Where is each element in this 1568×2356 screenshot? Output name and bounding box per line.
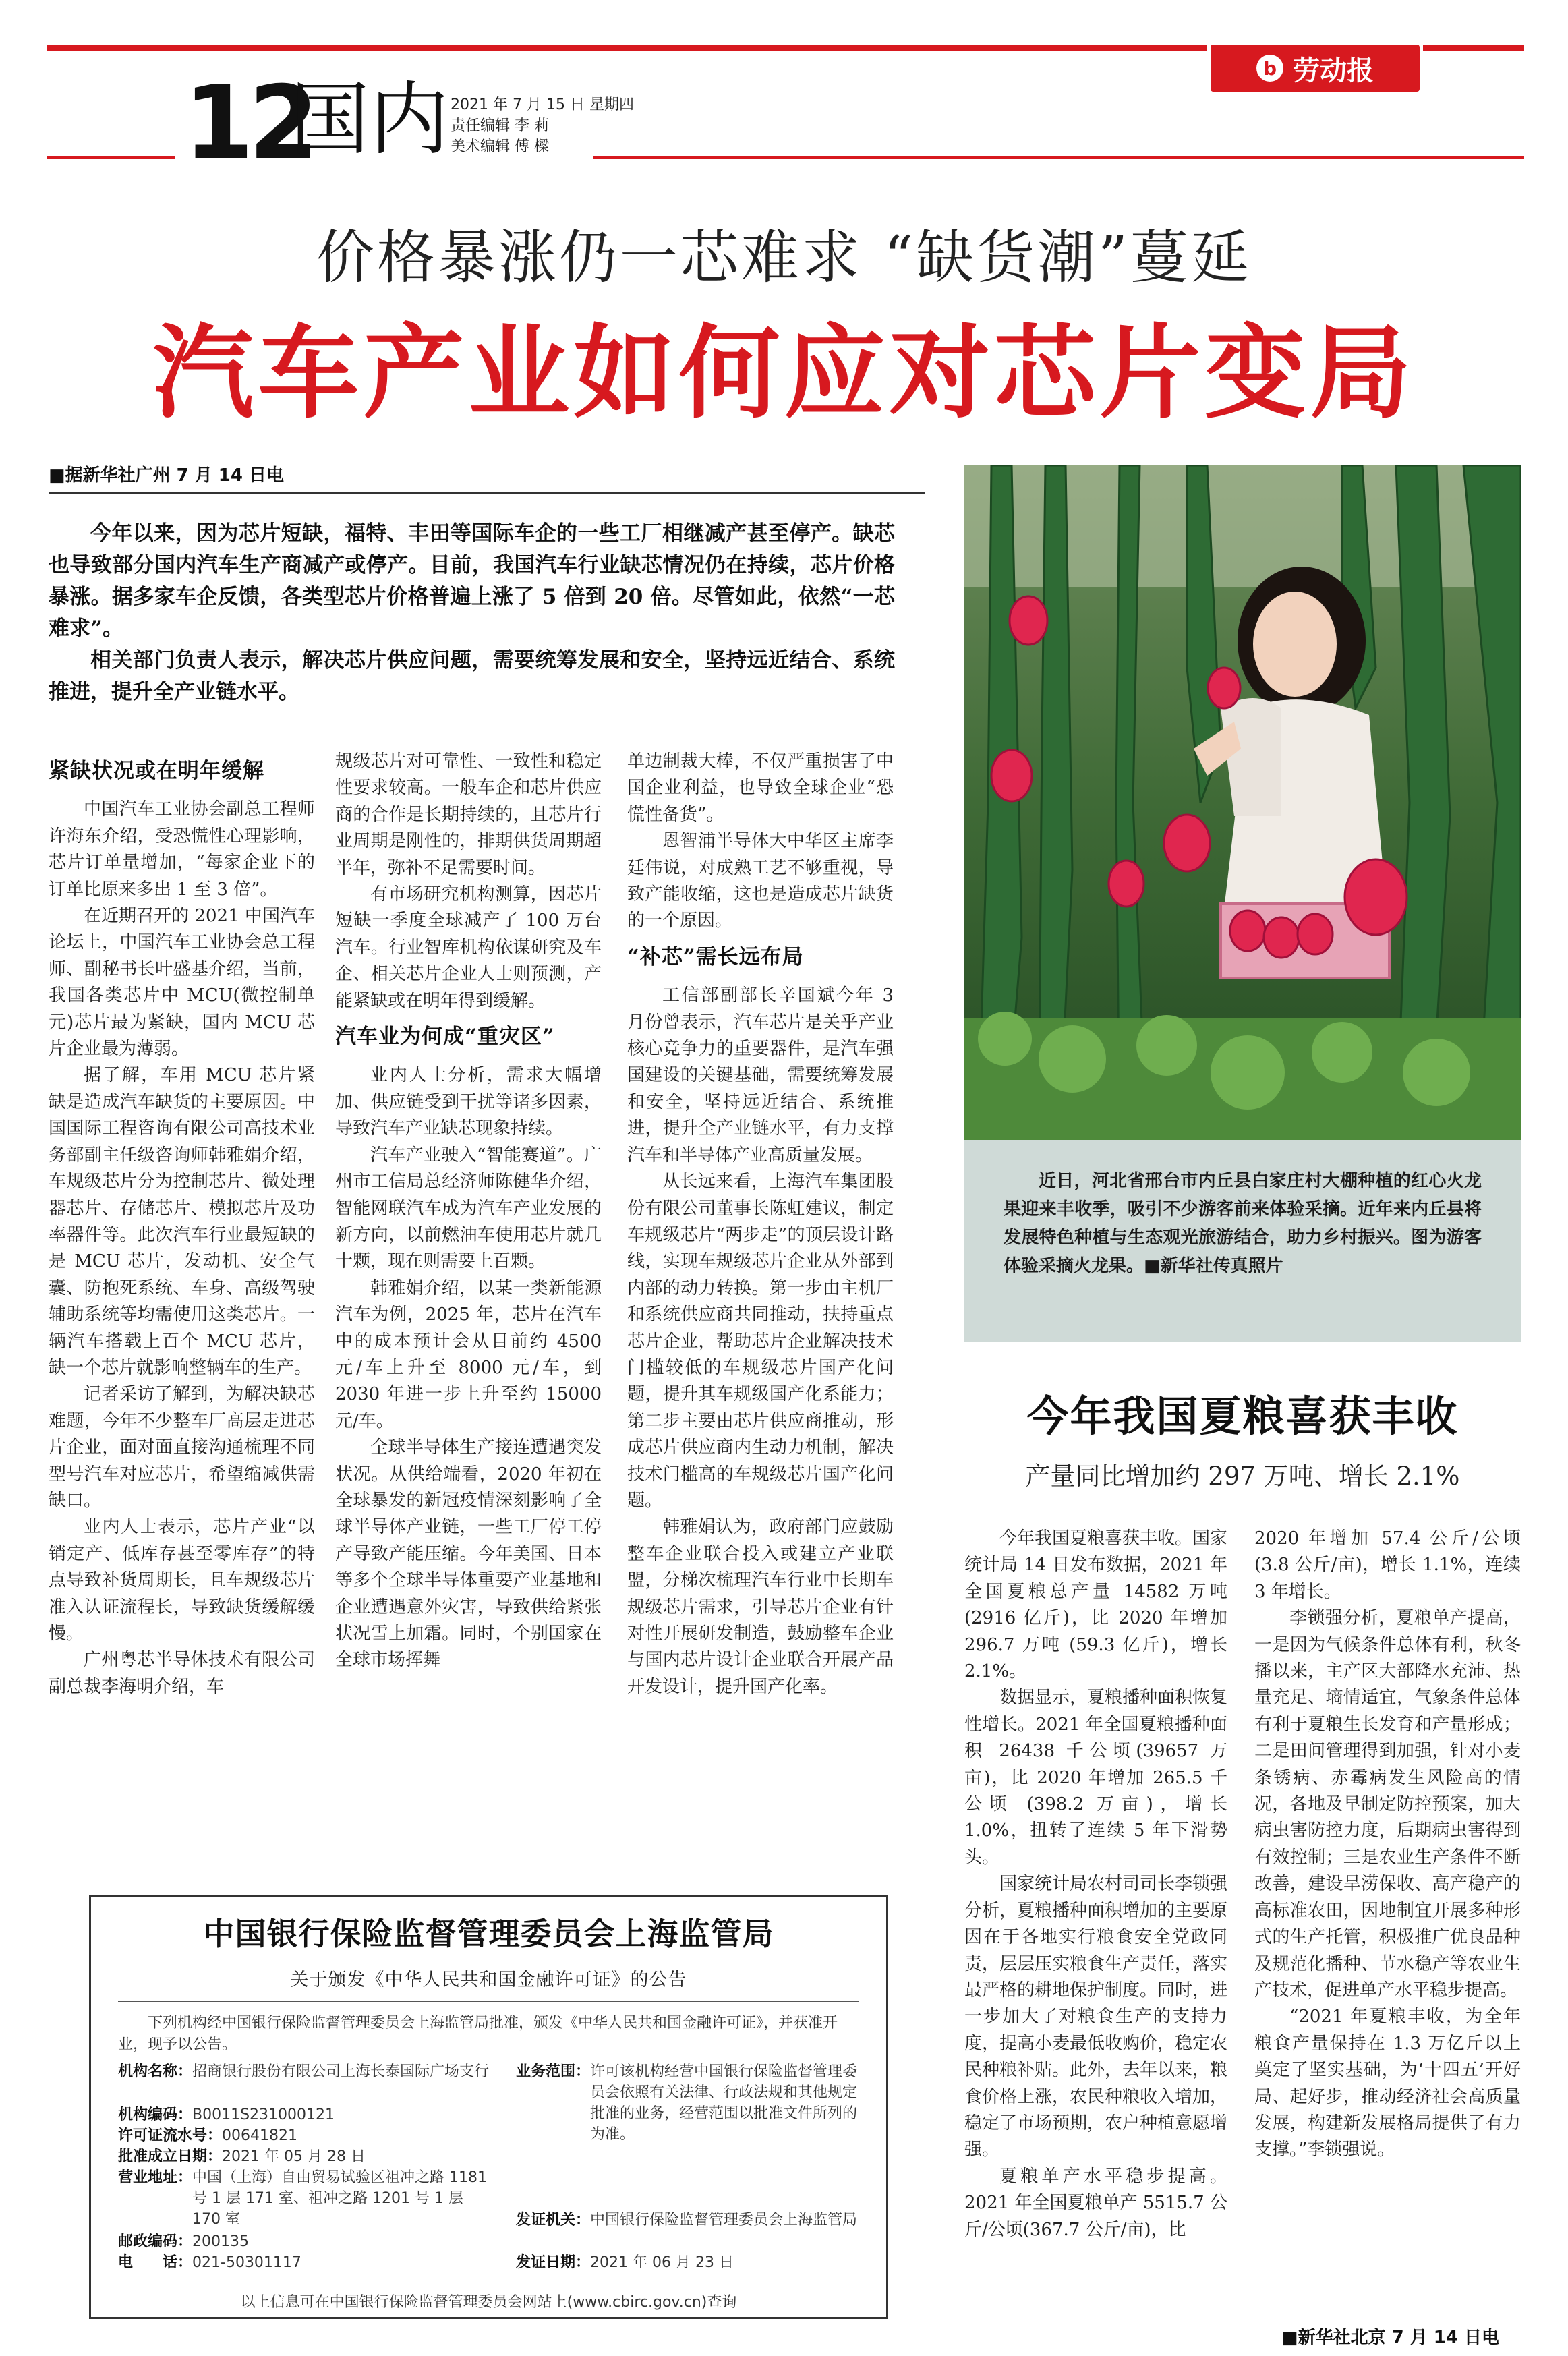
paragraph: 韩雅娟认为，政府部门应鼓励整车企业联合投入或建立产业联盟，分梯次梳理汽车行业中长期车规级芯片需求，引导芯片企业有针对性开展研发制造，鼓励整车企业与国内芯片设计企业联合开展产品开发设计，提升国产化率。	[627, 1517, 894, 1697]
header-rule-left	[47, 156, 175, 159]
editor-credit: 责任编辑 李 莉	[451, 117, 549, 134]
issue-date-row: 发证日期： 2021 年 06 月 23 日	[516, 2254, 734, 2271]
paragraph: 中国汽车工业协会副总工程师许海东介绍，受恐慌性心理影响，芯片订单量增加，“每家企业下的订单比原来多出 1 至 3 倍”。	[49, 799, 315, 900]
paragraph: 广州粤芯半导体技术有限公司副总裁李海明介绍，车	[49, 1650, 315, 1697]
paragraph: 数据显示，夏粮播种面积恢复性增长。2021 年全国夏粮播种面积 26438 千公顷(39657 万亩)，比 2020 年增加 265.5 千公顷 (398.2 万亩)，增长 1.0%，扭转了连续 5 年下滑势头。	[964, 1688, 1228, 1868]
page-number: 12	[183, 65, 314, 182]
paragraph: 据了解，车用 MCU 芯片紧缺是造成汽车缺货的主要原因。中国国际工程咨询有限公司高技术业务部副主任级咨询师韩雅娟介绍，车规级芯片分为控制芯片、微处理器芯片、存储芯片、模拟芯片及功率器件等。此次汽车行业最短缺的是 MCU 芯片，发动机、安全气囊、防抱死系统、车身、高级驾驶辅助系统等均需使用这类芯片。一辆汽车搭载上百个 MCU 芯片，缺一个芯片就影响整辆车的生产。	[49, 1065, 315, 1378]
scope-row: 业务范围： 许可该机构经营中国银行保险监督管理委员会依照有关法律、行政法规和其他规定批准的业务，经营范围以批准文件所列的为准。	[516, 2063, 858, 2143]
notice-title: 中国银行保险监督管理委员会上海监管局	[203, 1916, 774, 1952]
paragraph: “2021 年夏粮丰收，为全年粮食产量保持在 1.3 万亿斤以上奠定了坚实基础，为‘十四五’开好局、起好步，推动经济社会高质量发展，构建新发展格局提供了有力支撑。”李锁强说。	[1254, 2007, 1521, 2160]
story-headline: 汽车产业如何应对芯片变局	[152, 314, 1416, 432]
newspaper-logo	[1211, 45, 1420, 92]
harvest-column-2	[1254, 1526, 1521, 2164]
approve-date-row: 批准成立日期： 2021 年 05 月 28 日	[118, 2148, 366, 2165]
harvest-column-1	[964, 1526, 1227, 2243]
regulatory-notice	[89, 1895, 888, 2319]
address-row: 营业地址： 中国（上海）自由贸易试验区祖冲之路 1181 号 1 层 171 室、祖冲之路 1201 号 1 层 170 室	[118, 2169, 487, 2228]
paragraph: 夏粮单产水平稳步提高。2021 年全国夏粮单产 5515.7 公斤/公顷(367.7 公斤/亩)，比	[964, 2166, 1227, 2240]
notice-fields	[118, 2061, 859, 2304]
notice-intro: 下列机构经中国银行保险监督管理委员会上海监管局批准，颁发《中华人民共和国金融许可证》，并获准开业，现予以公告。	[118, 2015, 838, 2053]
story-kicker: 价格暴涨仍一芯难求 “缺货潮”蔓延	[316, 224, 1252, 291]
paragraph: 从长远来看，上海汽车集团股份有限公司董事长陈虹建议，制定车规级芯片“两步走”的顶层设计路线，实现车规级芯片企业从外部到内部的动力转换。第一步由主机厂和系统供应商共同推动，扶持重点芯片企业，帮助芯片企业解决技术门槛较低的车规级芯片国产化问题，提升其车规级国产化系能力；第二步主要由芯片供应商推动，形成芯片供应商内生动力机制，解决技术门槛高的车规级芯片国产化问题。	[627, 1172, 894, 1511]
paragraph: 汽车产业驶入“智能赛道”。广州市工信局总经济师陈健华介绍，智能网联汽车成为汽车产业发展的新方向，以前燃油车使用芯片就几十颗，现在则需要上百颗。	[335, 1145, 602, 1272]
story-dateline: ■据新华社广州 7 月 14 日电	[49, 465, 285, 486]
paragraph: 全球半导体生产接连遭遇突发状况。从供给端看，2020 年初在全球暴发的新冠疫情深刻影响了全球半导体产业链，一些工厂停工停产导致产能压缩。今年美国、日本等多个全球半导体重要产业基地和企业遭遇意外灾害，导致供给紧张状况雪上加霜。同时，个别国家在全球市场挥舞	[335, 1437, 602, 1671]
article-column-2	[335, 749, 602, 1674]
notice-subtitle: 关于颁发《中华人民共和国金融许可证》的公告	[118, 1965, 859, 2002]
paragraph: 记者采访了解到，为解决缺芯难题，今年不少整车厂高层走进芯片企业，面对面直接沟通梳理不同型号汽车对应芯片，希望缩减供需缺口。	[49, 1384, 315, 1511]
harvest-subhead: 产量同比增加约 297 万吨、增长 2.1%	[1025, 1462, 1460, 1491]
top-rule-right	[1423, 45, 1524, 51]
paragraph: 规级芯片对可靠性、一致性和稳定性要求较高。一般车企和芯片供应商的合作是长期持续的，且芯片行业周期是刚性的，排期供货周期超半年，弥补不足需要时间。	[335, 751, 602, 878]
section-title: 国内	[290, 73, 450, 166]
org-name-row: 机构名称： 招商银行股份有限公司上海长泰国际广场支行	[118, 2063, 490, 2080]
paragraph: 今年我国夏粮喜获丰收。国家统计局 14 日发布数据，2021 年全国夏粮总产量 14582 万吨(2916 亿斤)，比 2020 年增加 296.7 万吨 (59.3 亿斤)，增长 2.1%。	[964, 1528, 1228, 1682]
photo-caption	[964, 1140, 1521, 1342]
paragraph: 李锁强分析，夏粮单产提高，一是因为气候条件总体有利，秋冬播以来，主产区大部降水充沛、热量充足、墒情适宜，气象条件总体有利于夏粮生长发育和产量形成；二是田间管理得到加强，针对小麦条锈病、赤霉病发生风险高的情况，各地及早制定防控预案，加大病虫害防控力度，后期病虫害得到有效控制；三是农业生产条件不断改善，建设旱涝保收、高产稳产的高标准农田，因地制宜开展多种形式的生产托管，积极推广优良品种及规范化播种、节水稳产等农业生产技术，促进单产水平稳步提高。	[1254, 1608, 1521, 2001]
paragraph: 有市场研究机构测算，因芯片短缺一季度全球减产了 100 万台汽车。行业智库机构依谋研究及车企、相关芯片企业人士则预测，产能紧缺或在明年得到缓解。	[335, 884, 602, 1011]
harvest-dateline: ■新华社北京 7 月 14 日电	[1281, 2328, 1500, 2348]
story-lead	[49, 518, 895, 708]
article-column-1	[49, 749, 315, 1700]
article-column-3	[627, 749, 894, 1700]
phone-row: 电 话： 021-50301117	[118, 2254, 301, 2271]
art-editor-credit: 美术编辑 傅 樑	[451, 138, 549, 155]
issuer-row: 发证机关： 中国银行保险监督管理委员会上海监管局	[516, 2212, 858, 2229]
dragon-fruit-photo-illustration	[964, 465, 1521, 1140]
issue-date: 2021 年 7 月 15 日 星期四	[451, 96, 634, 113]
notice-footer: 以上信息可在中国银行保险监督管理委员会网站上(www.cbirc.gov.cn)查询	[240, 2294, 737, 2311]
paragraph: 业内人士分析，需求大幅增加、供应链受到干扰等诸多因素，导致汽车产业缺芯现象持续。	[335, 1065, 602, 1139]
header-rule-right	[593, 156, 1524, 159]
caption-text: 近日，河北省邢台市内丘县白家庄村大棚种植的红心火龙果迎来丰收季，吸引不少游客前来体验采摘。近年来内丘县将发展特色种植与生态观光旅游结合，助力乡村振兴。图为游客体验采摘火龙果。■新华社传真照片	[1004, 1171, 1482, 1276]
paragraph: 在近期召开的 2021 中国汽车论坛上，中国汽车工业协会总工程师、副秘书长叶盛基介绍，当前，我国各类芯片中 MCU(微控制单元)芯片最为紧缺，国内 MCU 芯片企业最为薄弱。	[49, 906, 315, 1060]
subheading: 紧缺状况或在明年缓解	[49, 759, 264, 783]
paragraph: 工信部副部长辛国斌今年 3 月份曾表示，汽车芯片是关乎产业核心竞争力的重要器件，是汽车强国建设的关键基础，需要统筹发展和安全，坚持远近结合、系统推进，提升全产业链水平，有力支撑汽车和半导体产业高质量发展。	[627, 985, 894, 1166]
lead-paragraph: 相关部门负责人表示，解决芯片供应问题，需要统筹发展和安全，坚持远近结合、系统推进，提升全产业链水平。	[49, 648, 895, 704]
paragraph: 2020 年增加 57.4 公斤/公顷 (3.8 公斤/亩)，增长 1.1%，连续 3 年增长。	[1254, 1528, 1521, 1602]
brand-name: 劳动报	[1293, 55, 1374, 86]
paragraph: 业内人士表示，芯片产业“以销定产、低库存甚至零库存”的特点导致补货周期长，且车规级芯片准入认证流程长，导致缺货缓解缓慢。	[49, 1517, 315, 1644]
paragraph: 韩雅娟介绍，以某一类新能源汽车为例，2025 年，芯片在汽车中的成本预计会从目前约 4500 元/车上升至 8000 元/车，到 2030 年进一步上升至约 15000 元/车。	[335, 1277, 602, 1431]
logo-mark-icon: b	[1256, 55, 1283, 82]
top-rule	[47, 45, 1207, 51]
news-photo	[964, 465, 1521, 1140]
postcode-row: 邮政编码： 200135	[118, 2233, 249, 2250]
lead-paragraph: 今年以来，因为芯片短缺，福特、丰田等国际车企的一些工厂相继减产甚至停产。缺芯也导致部分国内汽车生产商减产或停产。目前，我国汽车行业缺芯情况仍在持续，芯片价格暴涨。据多家车企反馈，各类型芯片价格普遍上涨了 5 倍到 20 倍。尽管如此，依然“一芯难求”。	[49, 521, 895, 641]
paragraph: 国家统计局农村司司长李锁强分析，夏粮播种面积增加的主要原因在于各地实行粮食安全党政同责，层层压实粮食生产责任，落实最严格的耕地保护制度。同时，进一步加大了对粮食生产的支持力度，提高小麦最低收购价，稳定农民种粮补贴。此外，去年以来，粮食价格上涨，农民种粮收入增加，稳定了市场预期，农户种植意愿增强。	[964, 1874, 1228, 2160]
issue-meta	[451, 94, 634, 157]
paragraph: 单边制裁大棒，不仅严重损害了中国企业利益，也导致全球企业“恐慌性备货”。	[627, 751, 894, 825]
license-row: 许可证流水号： 00641821	[118, 2127, 297, 2144]
paragraph: 恩智浦半导体大中华区主席李廷伟说，对成熟工艺不够重视，导致产能收缩，这也是造成芯片缺货的一个原因。	[627, 831, 894, 931]
subheading: 汽车业为何成“重灾区”	[335, 1025, 555, 1050]
org-code-row: 机构编码： B0011S231000121	[118, 2106, 335, 2123]
subheading: “补芯”需长远布局	[627, 944, 804, 969]
harvest-headline: 今年我国夏粮喜获丰收	[1026, 1391, 1459, 1441]
dateline-rule	[49, 492, 925, 494]
